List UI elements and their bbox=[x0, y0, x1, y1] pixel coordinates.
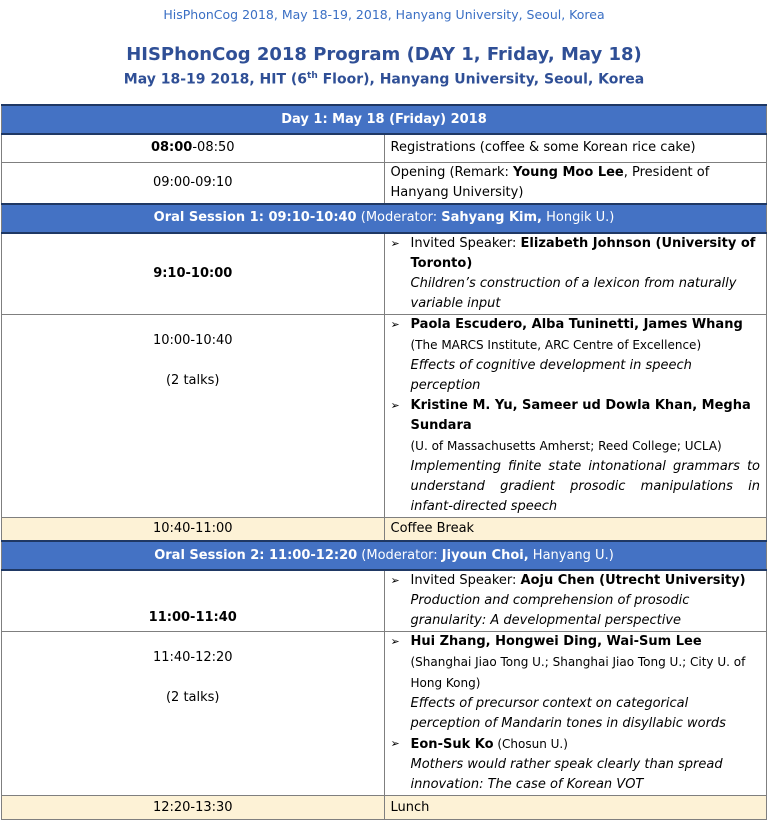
talk-item bbox=[391, 234, 761, 274]
talk-authors: Paola Escudero, Alba Tuninetti, James Whang bbox=[410, 316, 743, 332]
coffee-text: Coffee Break bbox=[384, 517, 767, 541]
talk-authors: Eon-Suk Ko bbox=[410, 737, 494, 752]
talk-affiliation: (The MARCS Institute, ARC Centre of Excellence) bbox=[410, 337, 702, 352]
invited-speaker: Elizabeth Johnson (University of Toronto) bbox=[410, 235, 756, 271]
session2-label: Oral Session 2: 11:00-12:20 bbox=[154, 547, 358, 563]
time-end: -08:50 bbox=[192, 140, 235, 156]
program-subtitle bbox=[0, 71, 768, 88]
invited-prefix: Invited Speaker: bbox=[410, 573, 521, 588]
subtitle-sup: th bbox=[307, 71, 318, 81]
opening-row bbox=[2, 162, 767, 204]
talk-title: Children’s construction of a lexicon from naturally variable input bbox=[410, 275, 737, 311]
talk-authors: Hui Zhang, Hongwei Ding, Wai-Sum Lee bbox=[410, 634, 702, 649]
time-cell bbox=[2, 632, 385, 796]
session1-banner-row bbox=[2, 204, 767, 233]
session2-mod-name: Jiyoun Choi, bbox=[441, 547, 529, 563]
opening-name: Young Moo Lee bbox=[513, 164, 624, 180]
talks1-row bbox=[2, 314, 767, 517]
time-value: 9:10-10:00 bbox=[153, 265, 233, 281]
talk-title: Production and comprehension of prosodic granularity: A developmental perspective bbox=[410, 593, 690, 628]
session2-banner bbox=[2, 541, 767, 570]
invited2-cell bbox=[384, 570, 767, 632]
talk-affiliation: (U. of Massachusetts Amherst; Reed College; UCLA) bbox=[410, 438, 722, 453]
talks2-cell bbox=[384, 632, 767, 796]
schedule-table bbox=[1, 104, 767, 820]
page-header: HisPhonCog 2018, May 18-19, 2018, Hanyang University, Seoul, Korea bbox=[163, 7, 605, 22]
talk-count: (2 talks) bbox=[165, 372, 220, 388]
talk-item bbox=[391, 571, 761, 591]
talk-title: Implementing finite state intonational grammars to understand gradient prosodic manipulations in infant-directed speech bbox=[410, 458, 760, 514]
opening-post: , President of Hanyang University) bbox=[390, 164, 710, 200]
time-cell bbox=[2, 134, 385, 162]
talk-item bbox=[391, 396, 761, 517]
session1-mod-post: Hongik U.) bbox=[541, 210, 615, 225]
talk-title: Effects of precursor context on categorical perception of Mandarin tones in disyllabic words bbox=[410, 696, 726, 731]
time-start: 08:00 bbox=[150, 140, 193, 156]
talk-title: Effects of cognitive development in speech perception bbox=[410, 357, 692, 393]
invited-speaker: Aoju Chen (Utrecht University) bbox=[520, 573, 746, 588]
registration-row bbox=[2, 134, 767, 162]
invited1-row bbox=[2, 233, 767, 315]
coffee-row bbox=[2, 517, 767, 541]
day-banner: Day 1: May 18 (Friday) 2018 bbox=[2, 105, 767, 134]
subtitle-pre: May 18-19 2018, HIT (6 bbox=[123, 71, 308, 88]
subtitle-post: Floor), Hanyang University, Seoul, Korea bbox=[317, 71, 645, 88]
session1-mod-pre: (Moderator: bbox=[356, 210, 442, 225]
talk-item bbox=[391, 734, 761, 795]
program-title: HISPhonCog 2018 Program (DAY 1, Friday, May 18) bbox=[126, 44, 642, 65]
time-cell bbox=[2, 314, 385, 517]
time-cell: 10:40-11:00 bbox=[2, 517, 385, 541]
invited2-row bbox=[2, 570, 767, 632]
arrow-bullet-icon: ➢ bbox=[390, 574, 400, 587]
lunch-row bbox=[2, 796, 767, 820]
time-value: 10:00-10:40 bbox=[152, 332, 233, 348]
arrow-bullet-icon: ➢ bbox=[390, 317, 400, 331]
arrow-bullet-icon: ➢ bbox=[390, 737, 400, 750]
talk-authors: Kristine M. Yu, Sameer ud Dowla Khan, Megha Sundara bbox=[410, 397, 751, 433]
arrow-bullet-icon: ➢ bbox=[390, 236, 400, 250]
talk-item bbox=[391, 632, 761, 734]
session2-mod-pre: (Moderator: bbox=[357, 547, 442, 563]
lunch-text: Lunch bbox=[384, 796, 767, 820]
time-cell: 12:20-13:30 bbox=[2, 796, 385, 820]
session2-mod-post: Hanyang U.) bbox=[528, 547, 614, 563]
opening-cell bbox=[384, 162, 767, 204]
time-cell bbox=[2, 233, 385, 315]
talk-item bbox=[391, 315, 761, 396]
opening-pre: Opening (Remark: bbox=[390, 164, 513, 180]
session1-mod-name: Sahyang Kim, bbox=[441, 210, 542, 225]
time-value: 11:40-12:20 bbox=[152, 650, 233, 665]
time-cell: 09:00-09:10 bbox=[2, 162, 385, 204]
arrow-bullet-icon: ➢ bbox=[390, 398, 400, 412]
talks2-row bbox=[2, 632, 767, 796]
invited1-cell bbox=[384, 233, 767, 315]
talk-affiliation: (Shanghai Jiao Tong U.; Shanghai Jiao Tong U.; City U. of Hong Kong) bbox=[410, 655, 746, 690]
talk-title: Mothers would rather speak clearly than spread innovation: The case of Korean VOT bbox=[410, 757, 723, 792]
registration-text: Registrations (coffee & some Korean rice cake) bbox=[384, 134, 767, 162]
invited-prefix: Invited Speaker: bbox=[410, 235, 521, 251]
talks1-cell bbox=[384, 314, 767, 517]
time-value: 11:00-11:40 bbox=[148, 610, 237, 625]
session1-banner bbox=[2, 204, 767, 233]
day-banner-row bbox=[2, 105, 767, 134]
time-cell bbox=[2, 570, 385, 632]
arrow-bullet-icon: ➢ bbox=[390, 635, 400, 648]
session1-label: Oral Session 1: 09:10-10:40 bbox=[153, 210, 357, 225]
talk-count: (2 talks) bbox=[165, 690, 220, 705]
talk-affiliation: (Chosun U.) bbox=[493, 737, 568, 751]
session2-banner-row bbox=[2, 541, 767, 570]
